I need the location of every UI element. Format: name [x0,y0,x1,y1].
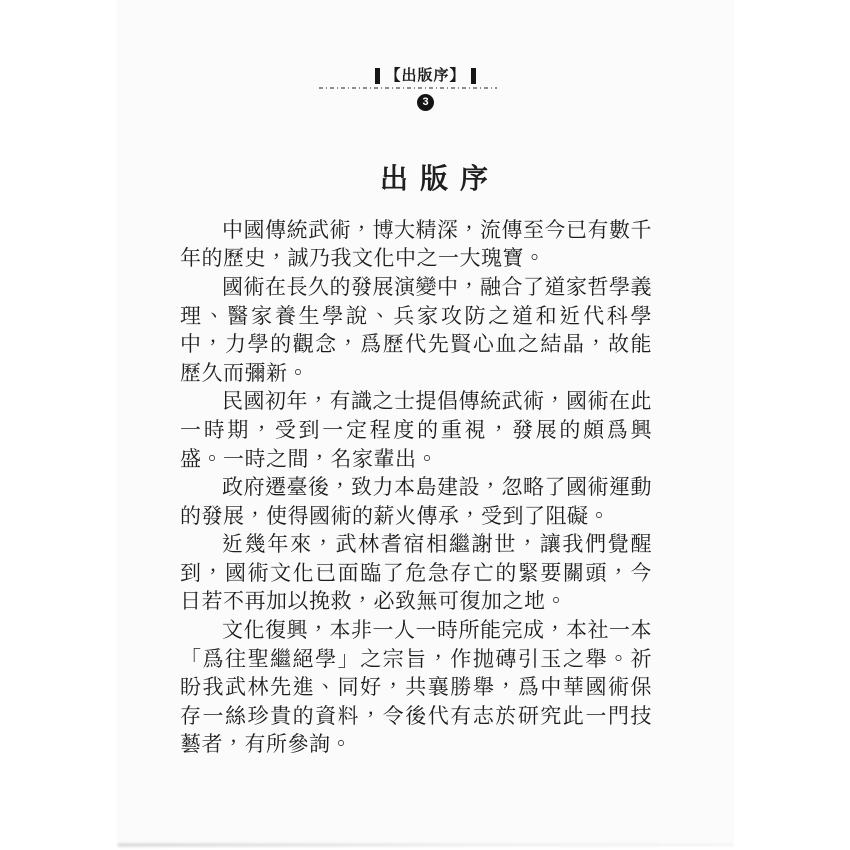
paragraph: 文化復興，本非一人一時所能完成，本社一本「爲往聖繼絕學」之宗旨，作抛磚引玉之舉。祈盼我武林先進、同好，共襄勝舉，爲中華國術保存一絲珍貴的資料，令後代有志於研究此一門技藝者，有所參詢。 [180,618,652,757]
preface-body [180,216,652,759]
paragraph: 近幾年來，武林耆宿相繼謝世，讓我們覺醒到，國術文化已面臨了危急存亡的緊要關頭，今日若不再加以挽救，必致無可復加之地。 [180,532,652,614]
paragraph: 政府遷臺後，致力本島建設，忽略了國術運動的發展，使得國術的薪火傳承，受到了阻礙。 [180,475,652,528]
page-number-row [118,94,733,111]
header-bar-left-icon [375,68,380,84]
paragraph: 民國初年，有識之士提倡傳統武術，國術在此一時期，受到一定程度的重視，發展的頗爲興盛。一時之間，名家輩出。 [180,389,652,471]
running-head-title: 【出版序】 [385,68,466,84]
header-bar-right-icon [471,68,476,84]
paragraph: 中國傳統武術，博大精深，流傳至今已有數千年的歷史，誠乃我文化中之一大瑰寶。 [180,217,652,271]
header-dashed-divider [319,87,497,89]
book-page [118,0,733,845]
paragraph: 國術在長久的發展演變中，融合了道家哲學義理、醫家養生學說、兵家攻防之道和近代科學中，力學的觀念，爲歷代先賢心血之結晶，故能歷久而彌新。 [180,274,652,385]
page-title: 出版序 [379,163,500,194]
running-head [118,68,733,84]
page-number-badge: 3 [417,94,434,111]
